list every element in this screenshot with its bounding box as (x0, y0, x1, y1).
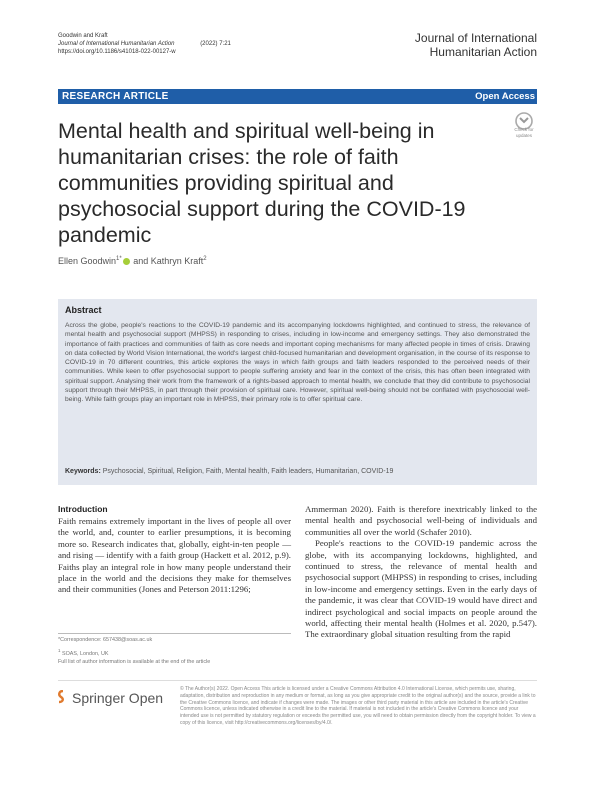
author-2[interactable]: Kathryn Kraft (150, 256, 204, 266)
footnotes (58, 636, 291, 666)
open-access-label[interactable]: Open Access (475, 91, 535, 102)
article-title: Mental health and spiritual well-being in humanitarian crises: the role of faith communities providing spiritual and psychosocial support during the COVID-19 pandemic (58, 119, 466, 247)
affiliation-text: SOAS, London, UK (62, 650, 109, 657)
author-list (58, 256, 207, 266)
badge-line2: updates (515, 132, 532, 138)
keywords-list: Psychosocial, Spiritual, Religion, Faith, Mental health, Faith leaders, Humanitarian, COVID-19 (102, 468, 394, 475)
badge-line1: Check for (514, 127, 534, 132)
author-1-affil: 1* (116, 256, 122, 262)
year-article: (2022) 7:21 (200, 41, 231, 47)
license-text: © The Author(s) 2022. Open Access This article is licensed under a Creative Commons Attribution 4.0 International License, which permits use, sharing, adaptation, distribution and reproduction in any medium or format, as long as you give appropriate credit to the original author(s) and the source, provide a link to the Creative Commons licence, and indicate if changes were made. The images or other third party material in this article are included in the article's Creative Commons licence, unless indicated otherwise in a credit line to the material. If material is not included in the article's Creative Commons licence and your intended use is not permitted by statutory regulation or exceeds the permitted use, you will need to obtain permission directly from the copyright holder. To view a copy of this licence, visit http://creativecommons.org/licenses/by/4.0/. (180, 686, 536, 726)
abstract-heading: Abstract (65, 305, 102, 315)
affiliation: $^1$ SOAS, London, UK (58, 648, 109, 657)
intro-paragraph-1: Faith remains extremely important in the lives of people all over the world, and, counter to earlier presumptions, it is becoming more so. Research indicates that, globally, eight-in-ten people — and rising — identify with a faith group (Hackett et al. 2012, p.9). Faiths play an integral role in how many people understand their place in the world and the decisions they make for themselves and their communities (Jones and Peterson 2011:1296; (58, 516, 291, 595)
footnote-divider (58, 633, 291, 634)
publisher-logo-text: Springer Open (72, 690, 164, 706)
author-info-note: Full list of author information is available at the end of the article (58, 658, 211, 665)
keywords-label: Keywords: (65, 468, 101, 475)
abstract-text: Across the globe, people's reactions to the COVID-19 pandemic and its accompanying lockdowns highlighted, and continued to stress, the relevance of mental health and psychosocial support (MHPSS) in responding to crises, including in low-income and emergency settings. They also demonstrated the importance of faith practices and communities of faith as core needs and important coping mechanisms for many affected people in times of crisis. Drawing on data collected by World Vision International, the world's largest child-focused humanitarian and development organisation, in the course of its response to COVID-19 in 70 different countries, this article explores the ways in which faith groups and faith leaders responded to the perceived needs of their communities. While keen to offer psychosocial support to people suffering anxiety and fear in the context of the crisis, this has often been integrated with spiritual support. Analysing their work from the framework of a rights-based approach to mental health, we conclude that they did contribute to psychosocial support through their MHPSS, in part through their provision of spiritual care. However, spiritual well-being should not be conflated with psychosocial well-being. While faith groups play an important role in MHPSS, their primary role is to offer spiritual care. (65, 322, 530, 404)
journal-title (415, 31, 537, 59)
header-meta (58, 32, 231, 56)
section-heading-introduction: Introduction (58, 504, 108, 514)
check-for-updates-text (506, 127, 542, 138)
author-conjunction: and (130, 256, 151, 266)
springer-open-logo-icon (56, 690, 70, 704)
journal-title-line2: Humanitarian Action (429, 45, 537, 59)
body-right-column (305, 504, 537, 641)
intro-paragraph-2: Ammerman 2020). Faith is therefore inextricably linked to the mental health and psychosocial well-being of individuals and communities all over the world (Schafer 2010). (305, 504, 537, 537)
correspondence[interactable]: *Correspondence: 657438@soas.ac.uk (58, 637, 153, 643)
orcid-icon[interactable] (123, 258, 130, 265)
article-type-label: RESEARCH ARTICLE (62, 91, 169, 102)
journal-title-line1: Journal of International (414, 31, 537, 45)
body-left-column (58, 504, 291, 596)
running-authors: Goodwin and Kraft (58, 33, 108, 39)
journal-citation (58, 40, 231, 48)
journal-short-name: Journal of International Humanitarian Action (58, 41, 175, 47)
keywords (65, 468, 530, 475)
doi-link[interactable]: https://doi.org/10.1186/s41018-022-00127-w (58, 49, 176, 55)
footer-divider (58, 680, 537, 681)
author-2-affil: 2 (203, 256, 207, 262)
author-1[interactable]: Ellen Goodwin (58, 256, 117, 266)
intro-paragraph-3: People's reactions to the COVID-19 pandemic across the globe, with its accompanying lockdowns, highlighted, and continued to stress, the relevance of mental health and psychosocial support (MHPSS) in responding to crises, including in low-income and emergency settings. Even in the early days of the pandemic, it was clear that COVID-19 would have direct and indirect psychological and social impacts on people around the world, affecting their mental health (Holmes et al. 2020, p.547). The extraordinary global situation resulting from the rapid (305, 538, 537, 640)
